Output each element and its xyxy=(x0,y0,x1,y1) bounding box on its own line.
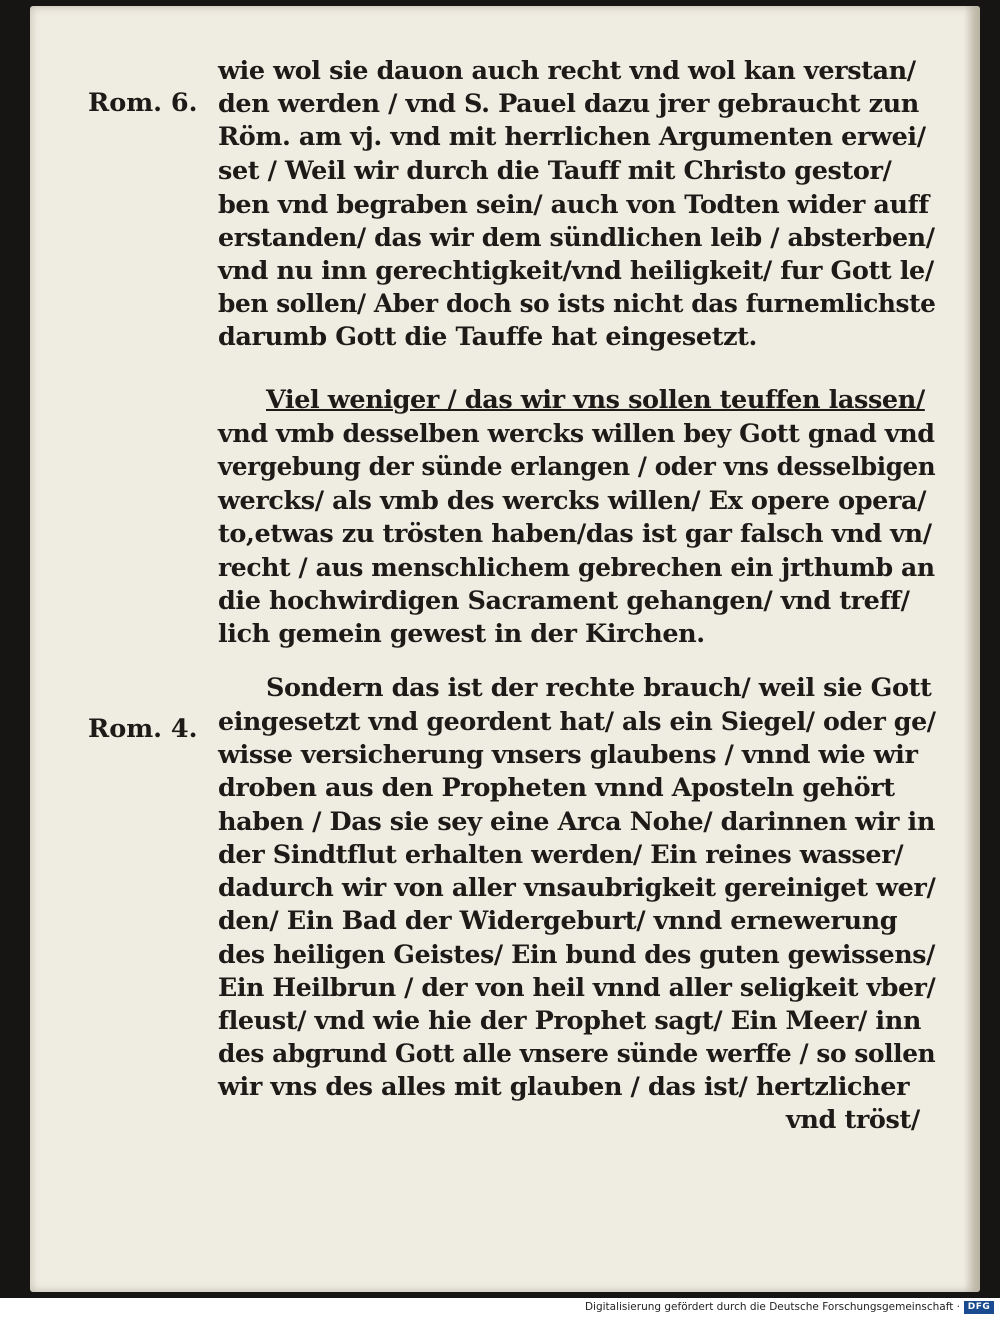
text-line: darumb Gott die Tauffe hat eingesetzt. xyxy=(218,322,758,352)
text-line: eingesetzt vnd geordent hat/ als ein Siegel/ oder ge/ xyxy=(218,707,936,737)
text-line: den werden / vnd S. Pauel dazu jrer gebraucht zun xyxy=(218,89,919,119)
text-line: dadurch wir von aller vnsaubrigkeit gereiniget wer/ xyxy=(218,873,936,903)
catchword-line: vnd tröst/ xyxy=(786,1105,920,1135)
text-line: vnd nu inn gerechtigkeit/vnd heiligkeit/ fur Gott le/ xyxy=(218,256,934,286)
text-line: des abgrund Gott alle vnsere sünde werffe / so sollen xyxy=(218,1039,936,1069)
text-line: vnd vmb desselben wercks willen bey Gott gnad vnd xyxy=(218,419,935,449)
text-line: des heiligen Geistes/ Ein bund des guten gewissens/ xyxy=(218,940,935,970)
text-line: Ein Heilbrun / der von heil vnnd aller seligkeit vber/ xyxy=(218,973,936,1003)
text-line: den/ Ein Bad der Widergeburt/ vnnd ernewerung xyxy=(218,906,898,936)
text-line: Röm. am vj. vnd mit herrlichen Argumenten erwei/ xyxy=(218,122,926,152)
footer-credit: Digitalisierung gefördert durch die Deutsche Forschungsgemeinschaft · xyxy=(584,1301,960,1313)
margin-note-rom-6: Rom. 6. xyxy=(88,88,198,118)
text-line: haben / Das sie sey eine Arca Nohe/ darinnen wir in xyxy=(218,807,935,837)
text-line: ben sollen/ Aber doch so ists nicht das furnemlichste xyxy=(218,289,936,319)
text-line: wercks/ als vmb des wercks willen/ Ex opere opera/ xyxy=(218,486,927,516)
text-line: lich gemein gewest in der Kirchen. xyxy=(218,619,705,649)
text-line: der Sindtflut erhalten werden/ Ein reines wasser/ xyxy=(218,840,904,870)
underlined-text: Viel weniger / das wir vns sollen teuffen lassen/ xyxy=(266,385,925,415)
margin-note-rom-4: Rom. 4. xyxy=(88,714,198,744)
text-line: recht / aus menschlichem gebrechen ein jrthumb an xyxy=(218,553,935,583)
text-line: wie wol sie dauon auch recht vnd wol kan verstan/ xyxy=(218,56,916,86)
text-line: droben aus den Propheten vnnd Aposteln gehört xyxy=(218,773,895,803)
paragraph-start-line xyxy=(266,385,925,415)
dfg-logo: DFG xyxy=(964,1301,994,1314)
text-line: erstanden/ das wir dem sündlichen leib / absterben/ xyxy=(218,223,935,253)
text-line: wir vns des alles mit glauben / das ist/ hertzlicher xyxy=(218,1072,910,1102)
text-line: ben vnd begraben sein/ auch von Todten wider auff xyxy=(218,190,929,220)
paragraph-start-line: Sondern das ist der rechte brauch/ weil sie Gott xyxy=(266,673,932,703)
text-line: to,etwas zu trösten haben/das ist gar falsch vnd vn/ xyxy=(218,519,932,549)
text-line: wisse versicherung vnsers glaubens / vnnd wie wir xyxy=(218,740,918,770)
text-line: vergebung der sünde erlangen / oder vns desselbigen xyxy=(218,452,936,482)
text-line: die hochwirdigen Sacrament gehangen/ vnd treff/ xyxy=(218,586,910,616)
text-line: fleust/ vnd wie hie der Prophet sagt/ Ein Meer/ inn xyxy=(218,1006,922,1036)
page-edge-shadow xyxy=(964,6,980,1292)
footer-bar xyxy=(0,1298,1000,1318)
text-line: set / Weil wir durch die Tauff mit Christo gestor/ xyxy=(218,156,892,186)
